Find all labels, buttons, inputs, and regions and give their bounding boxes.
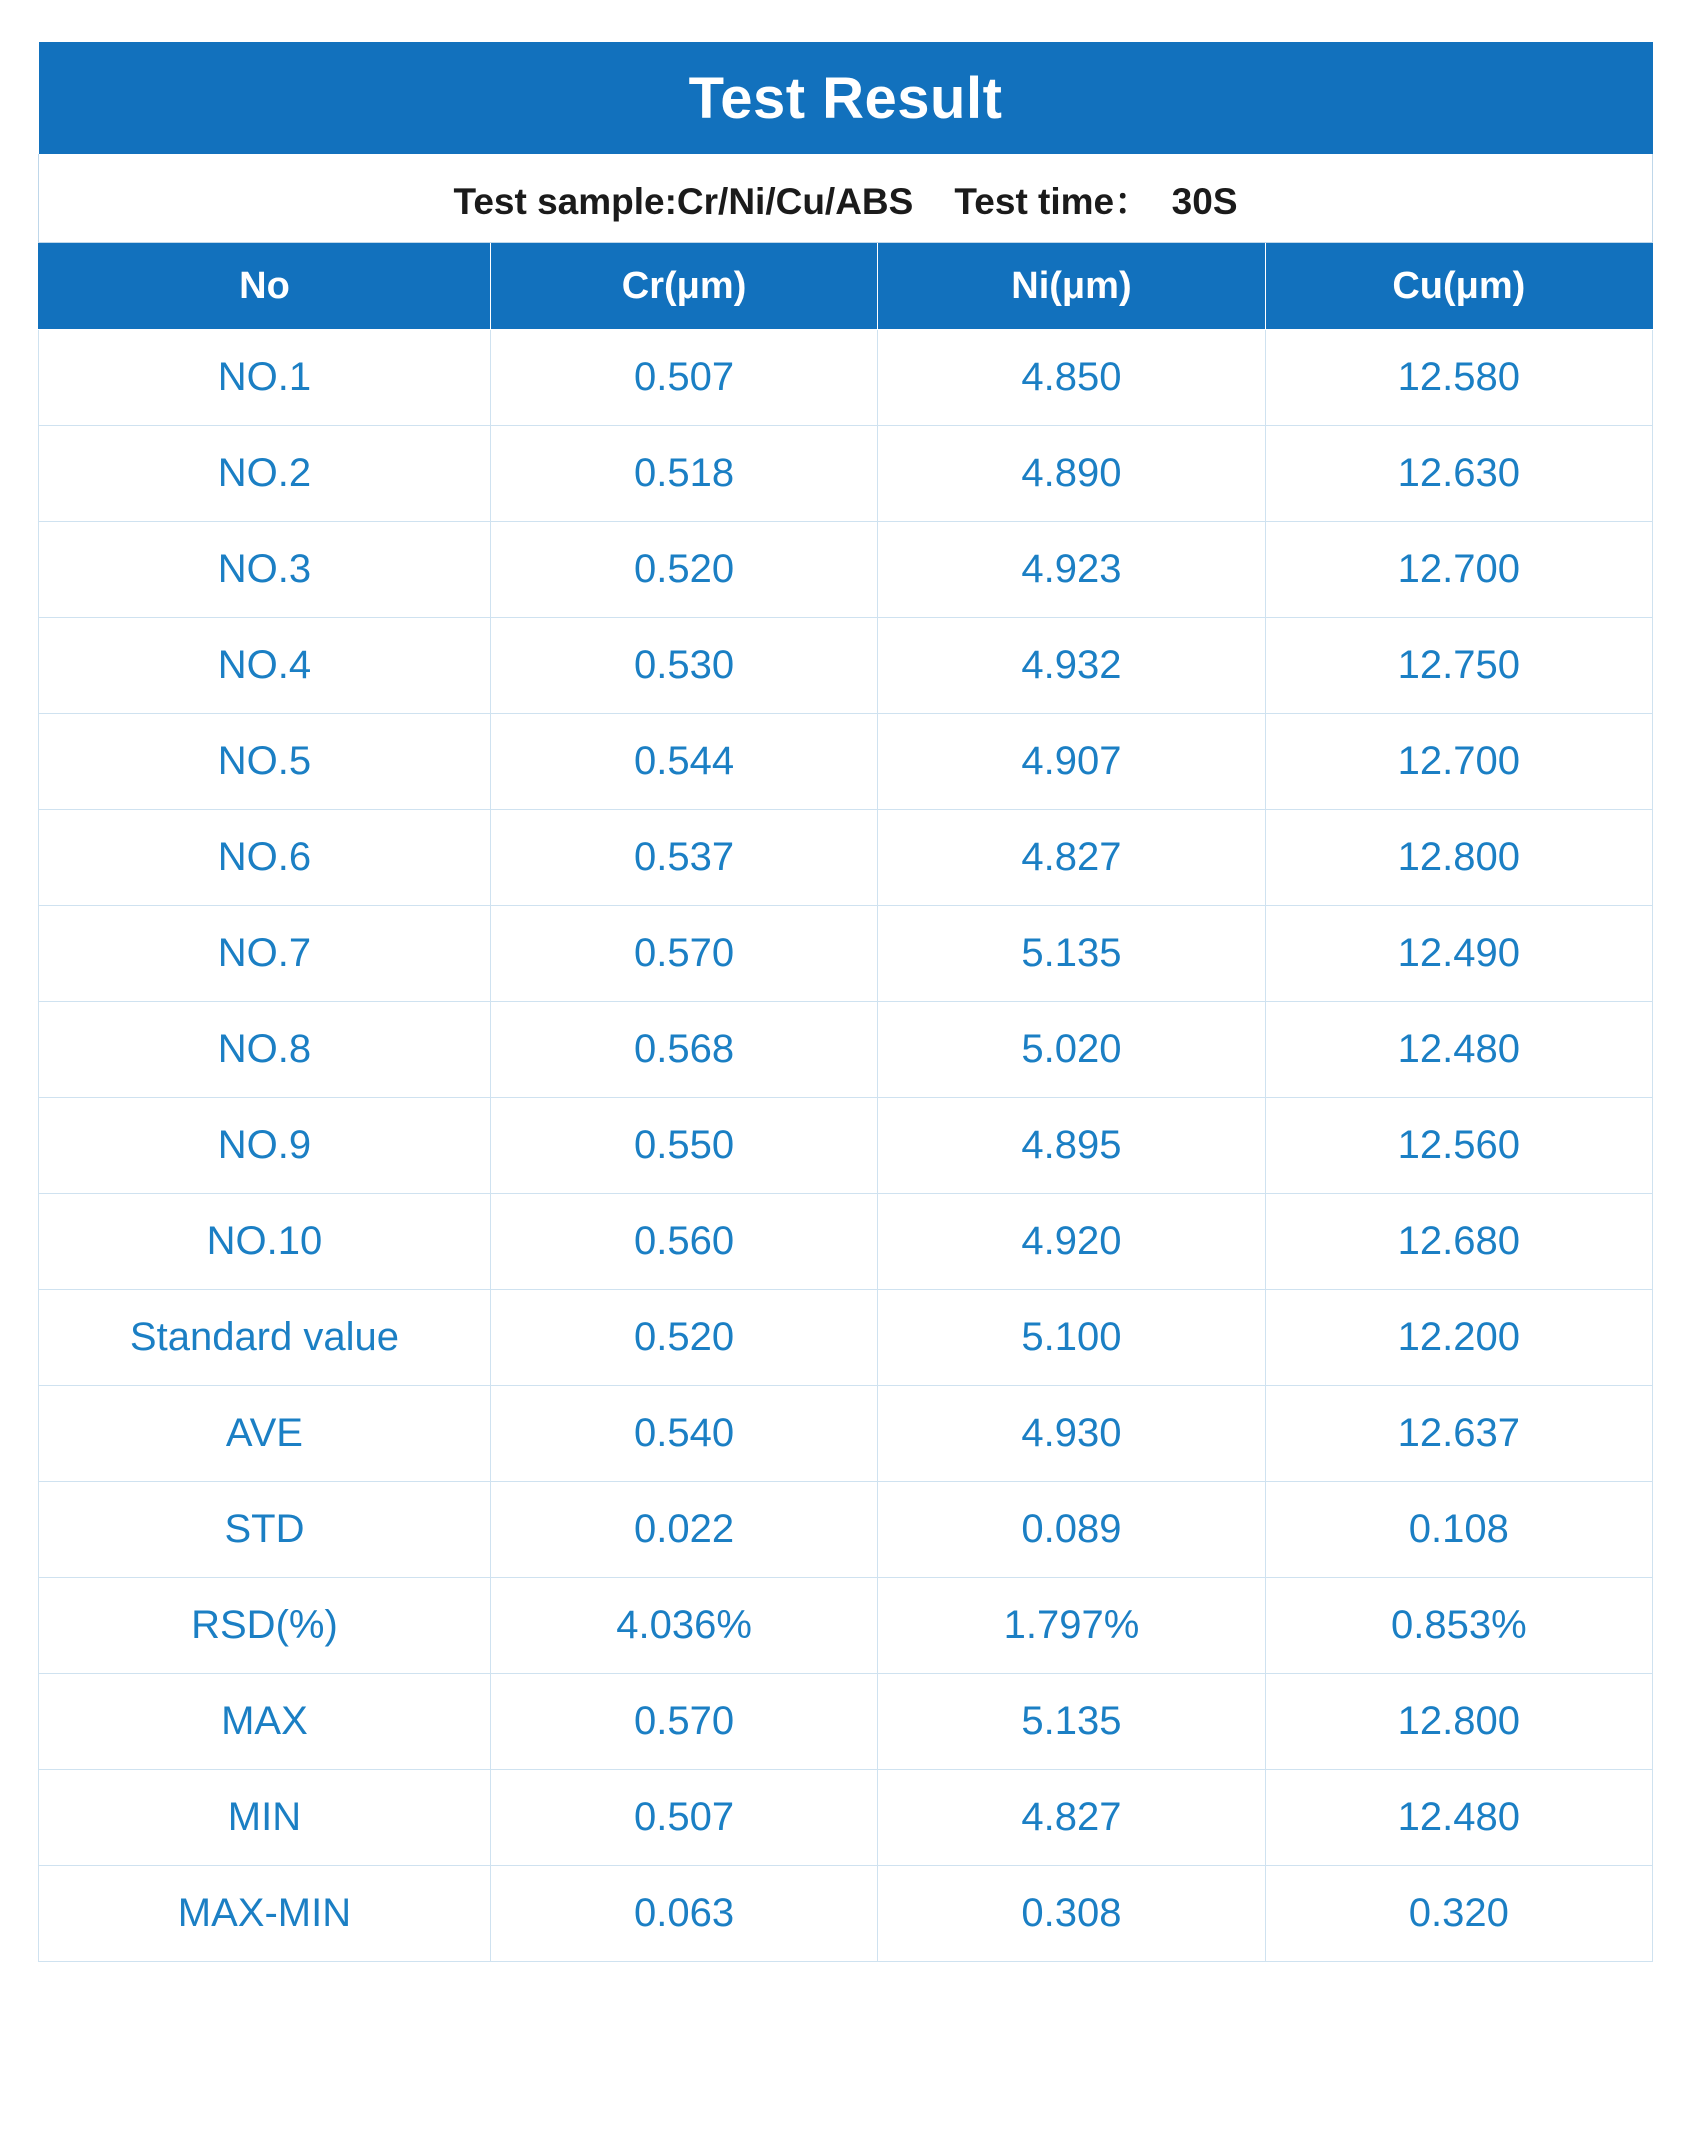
table-title-row [39,42,1653,154]
cell-cr: 0.537 [490,810,877,906]
cell-cr: 0.570 [490,906,877,1002]
row-label: MIN [39,1770,491,1866]
table-row [39,1290,1653,1386]
cell-ni: 5.135 [878,1674,1265,1770]
cell-cr: 0.568 [490,1002,877,1098]
row-label: Standard value [39,1290,491,1386]
cell-cr: 0.570 [490,1674,877,1770]
cell-ni: 4.932 [878,618,1265,714]
cell-ni: 5.135 [878,906,1265,1002]
cell-cu: 0.320 [1265,1866,1652,1962]
row-label: NO.2 [39,426,491,522]
cell-ni: 4.827 [878,1770,1265,1866]
row-label: AVE [39,1386,491,1482]
cell-cr: 0.520 [490,1290,877,1386]
cell-ni: 4.895 [878,1098,1265,1194]
row-label: NO.4 [39,618,491,714]
row-label: NO.9 [39,1098,491,1194]
column-header-cr: Cr(μm) [490,243,877,330]
table-row [39,1002,1653,1098]
table-row [39,330,1653,426]
row-label: NO.5 [39,714,491,810]
table-row [39,1098,1653,1194]
cell-cu: 12.700 [1265,522,1652,618]
row-label: NO.8 [39,1002,491,1098]
cell-ni: 4.920 [878,1194,1265,1290]
row-label: MAX [39,1674,491,1770]
table-row [39,1578,1653,1674]
table-subtitle-row [39,154,1653,243]
cell-cu: 12.680 [1265,1194,1652,1290]
cell-ni: 5.020 [878,1002,1265,1098]
table-row [39,1386,1653,1482]
cell-cr: 4.036% [490,1578,877,1674]
row-label: NO.3 [39,522,491,618]
cell-cu: 12.480 [1265,1002,1652,1098]
cell-ni: 4.890 [878,426,1265,522]
cell-ni: 5.100 [878,1290,1265,1386]
cell-cu: 12.580 [1265,330,1652,426]
cell-ni: 4.923 [878,522,1265,618]
cell-ni: 4.827 [878,810,1265,906]
column-header-no: No [39,243,491,330]
cell-ni: 1.797% [878,1578,1265,1674]
table-row [39,618,1653,714]
test-result-table [38,42,1653,1962]
table-row [39,426,1653,522]
row-label: MAX-MIN [39,1866,491,1962]
cell-cu: 0.853% [1265,1578,1652,1674]
cell-cu: 12.700 [1265,714,1652,810]
cell-ni: 4.930 [878,1386,1265,1482]
cell-cu: 12.637 [1265,1386,1652,1482]
table-row [39,810,1653,906]
cell-cr: 0.518 [490,426,877,522]
row-label: NO.6 [39,810,491,906]
table-row [39,522,1653,618]
table-row [39,1674,1653,1770]
cell-cu: 12.200 [1265,1290,1652,1386]
cell-cr: 0.063 [490,1866,877,1962]
cell-ni: 0.089 [878,1482,1265,1578]
cell-cu: 12.630 [1265,426,1652,522]
cell-cr: 0.540 [490,1386,877,1482]
cell-cr: 0.507 [490,330,877,426]
cell-cr: 0.550 [490,1098,877,1194]
cell-cu: 12.750 [1265,618,1652,714]
cell-cu: 12.560 [1265,1098,1652,1194]
cell-cu: 12.800 [1265,1674,1652,1770]
cell-cu: 12.800 [1265,810,1652,906]
cell-cr: 0.530 [490,618,877,714]
cell-cr: 0.520 [490,522,877,618]
cell-cr: 0.560 [490,1194,877,1290]
row-label: STD [39,1482,491,1578]
cell-ni: 0.308 [878,1866,1265,1962]
cell-ni: 4.850 [878,330,1265,426]
cell-cr: 0.544 [490,714,877,810]
cell-cr: 0.022 [490,1482,877,1578]
table-row [39,1866,1653,1962]
table-row [39,906,1653,1002]
row-label: NO.7 [39,906,491,1002]
row-label: NO.10 [39,1194,491,1290]
table-row [39,1482,1653,1578]
cell-cu: 0.108 [1265,1482,1652,1578]
cell-cu: 12.490 [1265,906,1652,1002]
table-row [39,714,1653,810]
table-header-row [39,243,1653,330]
column-header-cu: Cu(μm) [1265,243,1652,330]
cell-ni: 4.907 [878,714,1265,810]
table-row [39,1770,1653,1866]
cell-cr: 0.507 [490,1770,877,1866]
table-row [39,1194,1653,1290]
column-header-ni: Ni(μm) [878,243,1265,330]
row-label: RSD(%) [39,1578,491,1674]
page-title: Test Result [39,42,1653,154]
cell-cu: 12.480 [1265,1770,1652,1866]
test-info-text: Test sample:Cr/Ni/Cu/ABS Test time： 30S [453,181,1238,222]
row-label: NO.1 [39,330,491,426]
